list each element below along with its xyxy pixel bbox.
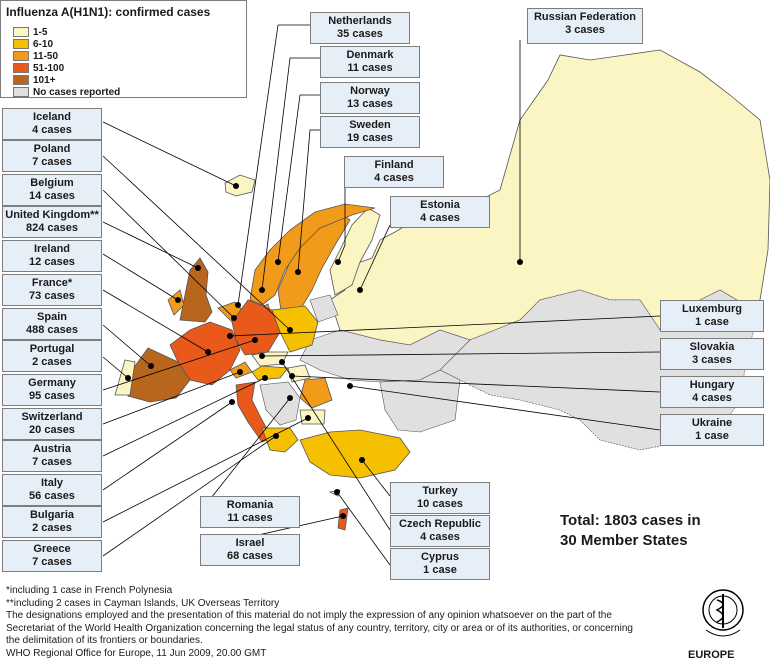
footnote: Secretariat of the World Health Organization concerning the legal status of any country, territory, city or area or of its authorities, or concerning — [6, 622, 633, 634]
legend-item: 101+ — [13, 75, 56, 87]
bulgaria-region — [300, 410, 325, 424]
footnote: **including 2 cases in Cayman Islands, UK Overseas Territory — [6, 597, 280, 609]
label-portugal: Portugal 2 cases — [2, 340, 102, 372]
label-belgium: Belgium 14 cases — [2, 174, 102, 206]
greece-region — [262, 428, 298, 452]
label-bulgaria: Bulgaria 2 cases — [2, 506, 102, 538]
label-ireland: Ireland 12 cases — [2, 240, 102, 272]
label-poland: Poland 7 cases — [2, 140, 102, 172]
legend-title: Influenza A(H1N1): confirmed cases — [6, 5, 211, 19]
label-netherlands: Netherlands 35 cases — [310, 12, 410, 44]
total-summary — [560, 511, 701, 551]
legend-item: No cases reported — [13, 87, 120, 99]
who-europe-label: EUROPE — [688, 649, 735, 661]
label-sweden: Sweden 19 cases — [320, 116, 420, 148]
map-legend — [0, 0, 247, 98]
label-ukraine: Ukraine 1 case — [660, 414, 764, 446]
legend-swatch — [13, 51, 29, 61]
label-luxemburg: Luxemburg 1 case — [660, 300, 764, 332]
legend-swatch — [13, 75, 29, 85]
label-italy: Italy 56 cases — [2, 474, 102, 506]
label-spain: Spain 488 cases — [2, 308, 102, 340]
legend-swatch — [13, 87, 29, 97]
label-czech: Czech Republic 4 cases — [390, 515, 490, 547]
footnote: WHO Regional Office for Europe, 11 Jun 2009, 20.00 GMT — [6, 647, 267, 659]
legend-swatch — [13, 39, 29, 49]
footnotes — [6, 585, 666, 660]
label-greece: Greece 7 cases — [2, 540, 102, 572]
footnote: the delimitation of its frontiers or boundaries. — [6, 635, 203, 646]
label-romania: Romania 11 cases — [200, 496, 300, 528]
label-hungary: Hungary 4 cases — [660, 376, 764, 408]
label-germany: Germany 95 cases — [2, 374, 102, 406]
legend-swatch — [13, 27, 29, 37]
label-switzerland: Switzerland 20 cases — [2, 408, 102, 440]
label-slovakia: Slovakia 3 cases — [660, 338, 764, 370]
romania-region — [300, 378, 332, 408]
footnote: The designations employed and the presentation of this material do not imply the expression of any opinion whatsoever on the part of the — [6, 610, 612, 621]
label-finland: Finland 4 cases — [344, 156, 444, 188]
label-cyprus: Cyprus 1 case — [390, 548, 490, 580]
austria-region — [252, 366, 288, 380]
label-denmark: Denmark 11 cases — [320, 46, 420, 78]
turkey-region — [300, 430, 410, 478]
balkans-region — [260, 382, 300, 425]
legend-swatch — [13, 63, 29, 73]
label-norway: Norway 13 cases — [320, 82, 420, 114]
iceland-region — [225, 175, 255, 196]
label-israel: Israel 68 cases — [200, 534, 300, 566]
total-line-2: 30 Member States — [560, 532, 688, 549]
legend-item: 6-10 — [13, 39, 53, 51]
label-iceland: Iceland 4 cases — [2, 108, 102, 140]
label-estonia: Estonia 4 cases — [390, 196, 490, 228]
legend-item: 1-5 — [13, 27, 47, 39]
total-line-1: Total: 1803 cases in — [560, 512, 701, 529]
legend-item: 51-100 — [13, 63, 64, 75]
label-turkey: Turkey 10 cases — [390, 482, 490, 514]
label-uk: United Kingdom** 824 cases — [2, 206, 102, 238]
label-france: France* 73 cases — [2, 274, 102, 306]
label-austria: Austria 7 cases — [2, 440, 102, 472]
legend-item: 11-50 — [13, 51, 58, 63]
poland-region — [272, 306, 318, 352]
label-russia: Russian Federation 3 cases — [527, 8, 643, 44]
footnote: *including 1 case in French Polynesia — [6, 585, 173, 596]
